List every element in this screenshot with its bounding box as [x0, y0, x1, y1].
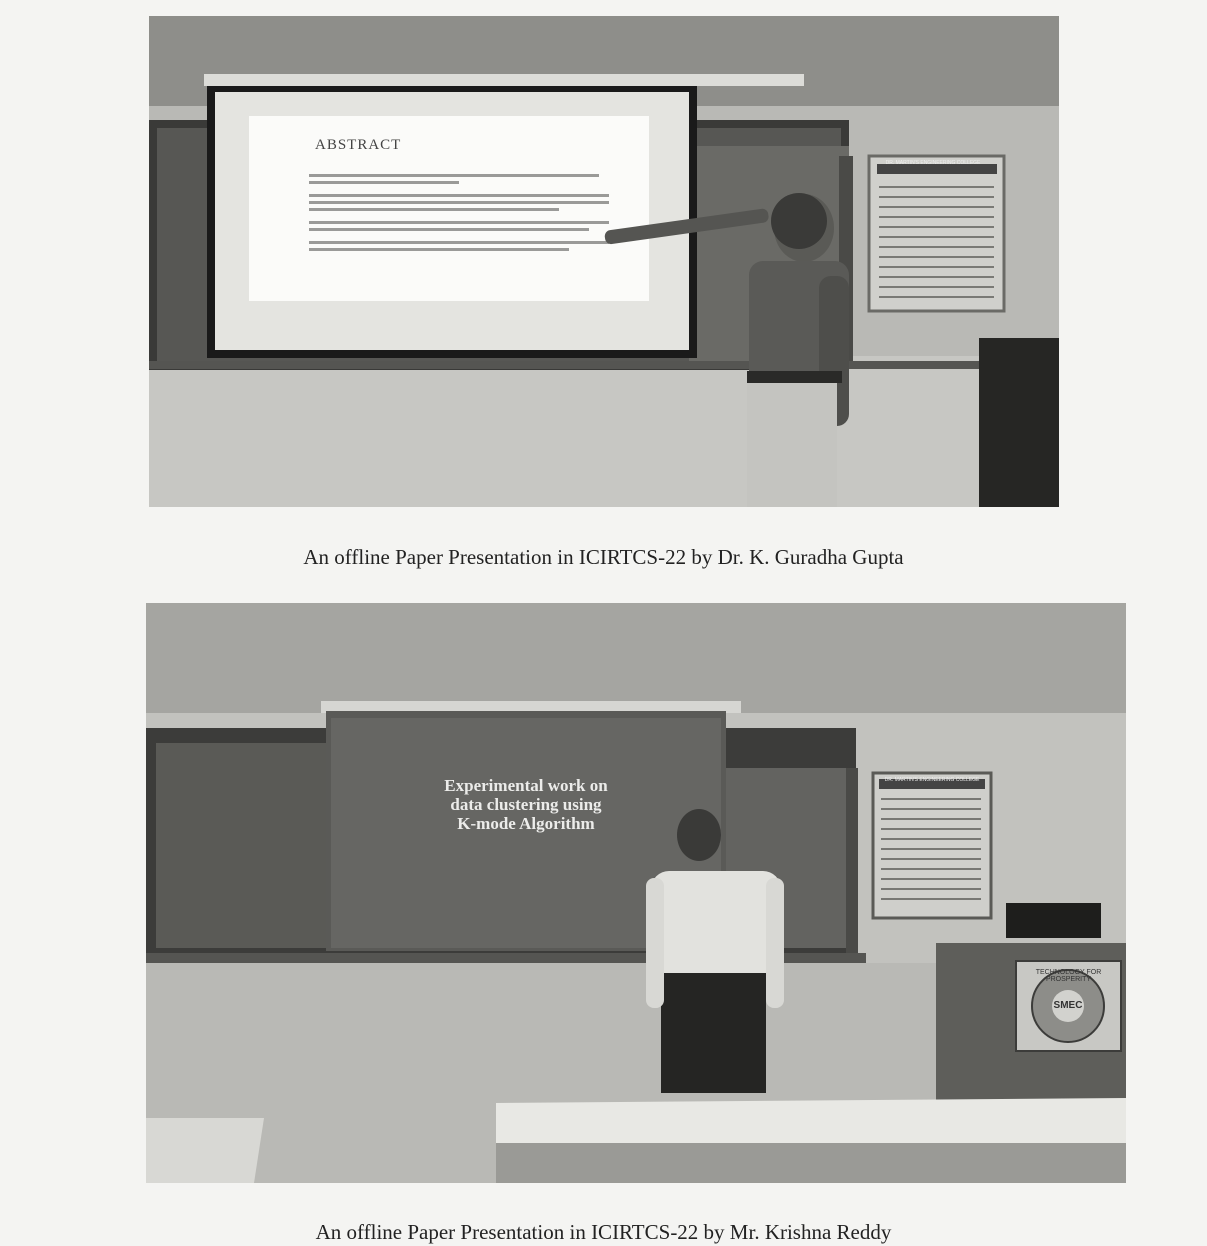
slide-heading: ABSTRACT	[315, 137, 402, 153]
presentation-photo-1	[149, 16, 1059, 507]
emblem-motto: TECHNOLOGY FOR PROSPERITY	[1035, 969, 1102, 983]
notice-board-heading-2: DR. MARTIN'S ENGINEERING COLLEGE	[884, 777, 980, 783]
notice-board-heading: DR. MARTIN'S ENGINEERING COLLEGE	[885, 160, 981, 166]
slide-line-2: data clustering using	[450, 795, 602, 814]
figure-caption-2: An offline Paper Presentation in ICIRTCS-22 by Mr. Krishna Reddy	[315, 1220, 892, 1244]
slide-line-3: K-mode Algorithm	[457, 814, 595, 833]
figure-caption-1: An offline Paper Presentation in ICIRTCS-22 by Dr. K. Guradha Gupta	[303, 545, 904, 569]
presentation-photo-2	[146, 603, 1126, 1183]
slide-line-1: Experimental work on	[444, 776, 608, 795]
college-emblem: SMEC	[1053, 1000, 1083, 1011]
